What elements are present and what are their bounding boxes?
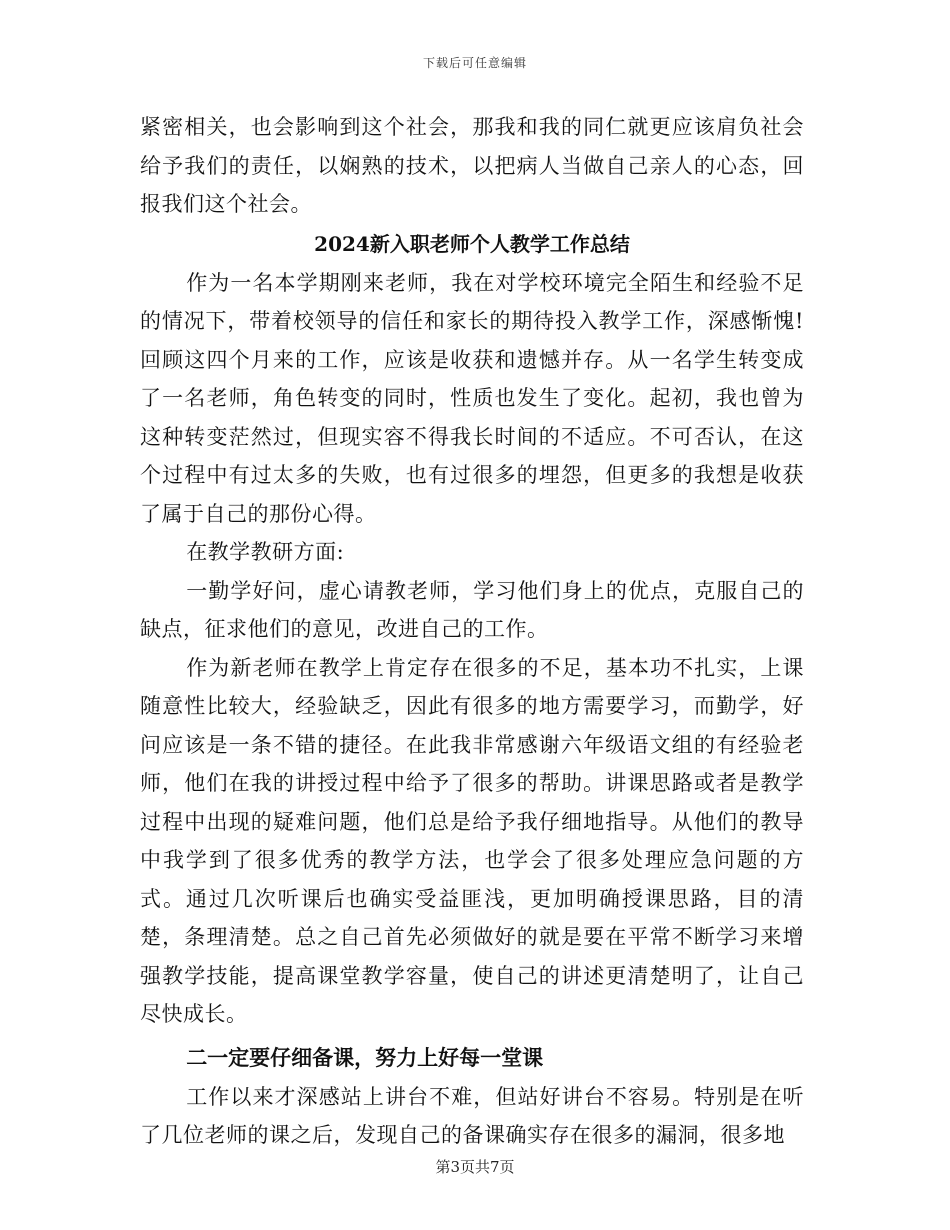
paragraph-intro: 作为一名本学期刚来老师，我在对学校环境完全陌生和经验不足的情况下，带着校领导的信任和家长的期待投入教学工作，深感惭愧!回顾这四个月来的工作，应该是收获和遗憾并存。从一名学生转变成了一名老师，角色转变的同时，性质也发生了变化。起初，我也曾为这种转变茫然过，但现实容不得我长时间的不适应。不可否认，在这个过程中有过太多的失败，也有过很多的埋怨，但更多的我想是收获了属于自己的那份心得。 xyxy=(140,270,804,526)
paragraph-point-one-detail: 作为新老师在教学上肯定存在很多的不足，基本功不扎实，上课随意性比较大，经验缺乏，因此有很多的地方需要学习，而勤学，好问应该是一条不错的捷径。在此我非常感谢六年级语文组的有经验老师，他们在我的讲授过程中给予了很多的帮助。讲课思路或者是教学过程中出现的疑难问题，他们总是给予我仔细地指导。从他们的教导中我学到了很多优秀的教学方法，也学会了很多处理应急问题的方式。通过几次听课后也确实受益匪浅，更加明确授课思路，目的清楚，条理清楚。总之自己首先必须做好的就是要在平常不断学习来增强教学技能，提高课堂教学容量，使自己的讲述更清楚明了，让自己尽快成长。 xyxy=(140,655,804,1026)
subheading-point-two: 二一定要仔细备课，努力上好每一堂课 xyxy=(186,1044,544,1070)
paragraph-point-two-detail: 工作以来才深感站上讲台不难，但站好讲台不容易。特别是在听了几位老师的课之后，发现自己的备课确实存在很多的漏洞，很多地 xyxy=(140,1084,804,1147)
page-header: 下载后可任意编辑 xyxy=(422,56,527,70)
paragraph-continuation: 紧密相关，也会影响到这个社会，那我和我的同仁就更应该肩负社会给予我们的责任，以娴熟的技术，以把病人当做自己亲人的心态，回报我们这个社会。 xyxy=(140,115,804,216)
paragraph-teaching-heading: 在教学教研方面: xyxy=(186,540,345,564)
section-title: 2024新入职老师个人教学工作总结 xyxy=(314,231,630,256)
page-footer: 第3页共7页 xyxy=(435,1158,515,1176)
document-body xyxy=(140,108,804,1155)
paragraph-point-one: 一勤学好问，虚心请教老师，学习他们身上的优点，克服自己的缺点，征求他们的意见，改进自己的工作。 xyxy=(140,578,804,641)
